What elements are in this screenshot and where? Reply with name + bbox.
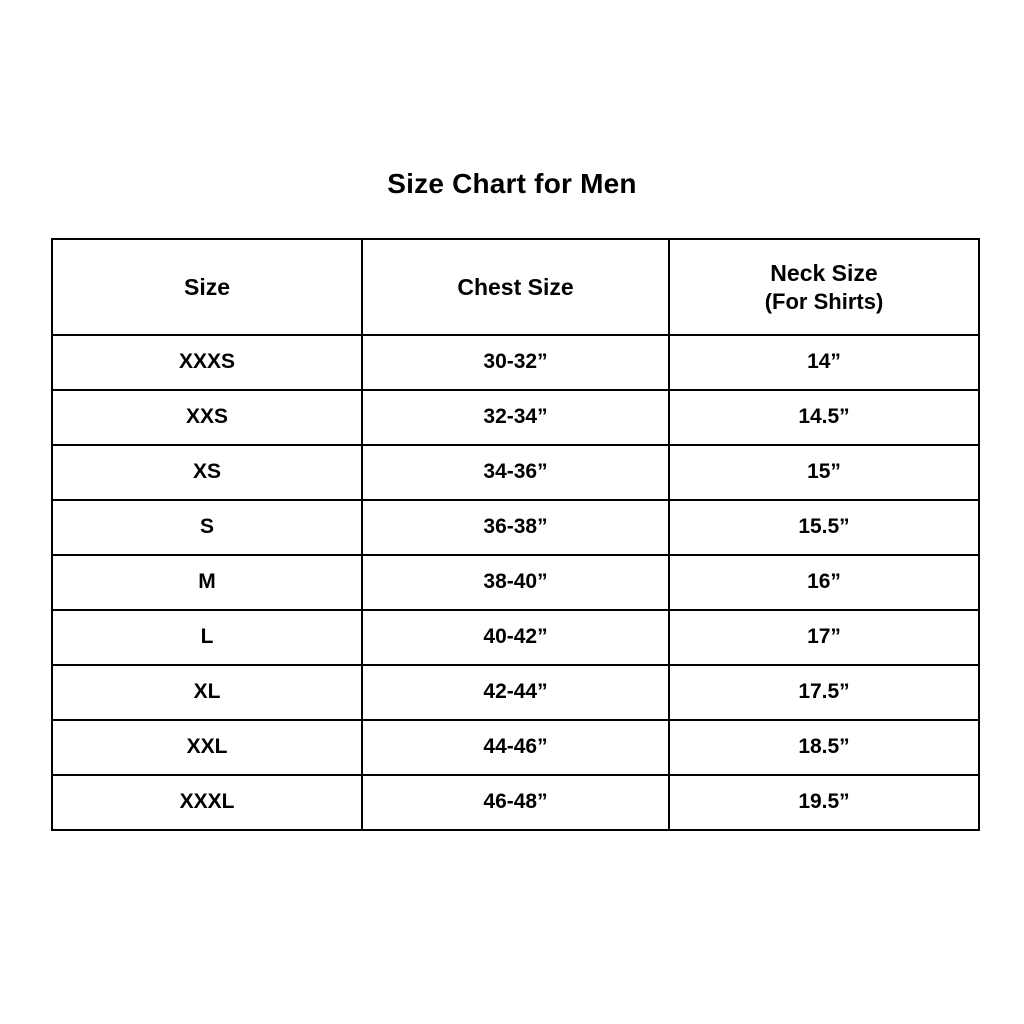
- cell-neck: 16”: [669, 555, 979, 610]
- cell-neck: 14.5”: [669, 390, 979, 445]
- cell-size: XL: [52, 665, 362, 720]
- table-body: [52, 335, 979, 830]
- table-header: [52, 239, 979, 335]
- column-header-chest-label: Chest Size: [457, 273, 574, 300]
- cell-chest: 36-38”: [362, 500, 669, 555]
- cell-size: XXL: [52, 720, 362, 775]
- cell-size: XXXL: [52, 775, 362, 830]
- column-header-neck-sublabel: (For Shirts): [764, 288, 884, 314]
- cell-size: M: [52, 555, 362, 610]
- table-row: [52, 610, 979, 665]
- table-row: [52, 775, 979, 830]
- cell-neck: 14”: [669, 335, 979, 390]
- cell-chest: 44-46”: [362, 720, 669, 775]
- cell-chest: 34-36”: [362, 445, 669, 500]
- cell-chest: 38-40”: [362, 555, 669, 610]
- table-row: [52, 500, 979, 555]
- table-header-row: [52, 239, 979, 335]
- size-chart-table-container: [51, 238, 972, 831]
- column-header-neck: [669, 239, 979, 335]
- cell-neck: 15”: [669, 445, 979, 500]
- table-row: [52, 390, 979, 445]
- cell-neck: 18.5”: [669, 720, 979, 775]
- table-row: [52, 335, 979, 390]
- table-row: [52, 445, 979, 500]
- page-title: Size Chart for Men: [387, 168, 637, 199]
- column-header-size: [52, 239, 362, 335]
- cell-neck: 15.5”: [669, 500, 979, 555]
- cell-neck: 19.5”: [669, 775, 979, 830]
- cell-chest: 42-44”: [362, 665, 669, 720]
- cell-chest: 30-32”: [362, 335, 669, 390]
- cell-size: S: [52, 500, 362, 555]
- cell-neck: 17”: [669, 610, 979, 665]
- column-header-chest: [362, 239, 669, 335]
- cell-chest: 40-42”: [362, 610, 669, 665]
- cell-neck: 17.5”: [669, 665, 979, 720]
- table-row: [52, 665, 979, 720]
- column-header-neck-label: Neck Size: [770, 259, 878, 286]
- table-row: [52, 720, 979, 775]
- cell-chest: 32-34”: [362, 390, 669, 445]
- cell-size: XXXS: [52, 335, 362, 390]
- cell-size: XXS: [52, 390, 362, 445]
- cell-size: XS: [52, 445, 362, 500]
- size-chart-table: [51, 238, 980, 831]
- table-row: [52, 555, 979, 610]
- cell-chest: 46-48”: [362, 775, 669, 830]
- column-header-size-label: Size: [183, 273, 231, 300]
- cell-size: L: [52, 610, 362, 665]
